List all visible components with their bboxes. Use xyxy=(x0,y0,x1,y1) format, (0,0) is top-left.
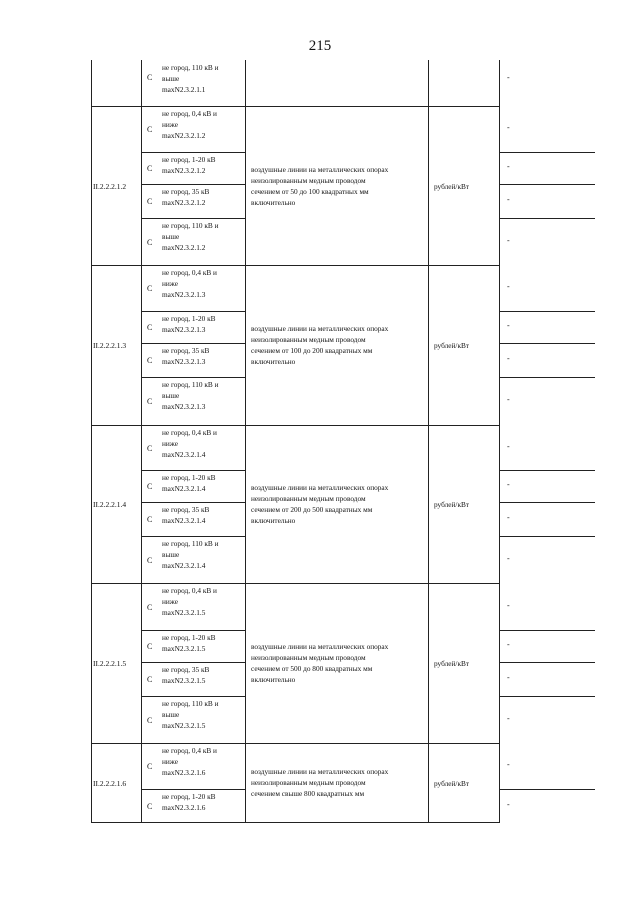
row-value: - xyxy=(507,195,510,204)
group-code: II.2.2.2.1.4 xyxy=(93,500,127,509)
row-divider xyxy=(141,343,245,344)
row-value: - xyxy=(507,395,510,404)
group-unit: рублей/кВт xyxy=(434,341,470,350)
group-divider xyxy=(91,265,500,266)
row-value: - xyxy=(507,354,510,363)
row-divider xyxy=(499,152,595,153)
row-value: - xyxy=(507,235,510,245)
group-unit: рублей/кВт xyxy=(434,181,470,191)
row-divider xyxy=(141,789,245,790)
row-value: - xyxy=(507,162,510,171)
group-code: II.2.2.2.1.2 xyxy=(93,181,127,191)
row-voltage-text: не город, 110 кВ и выше maxN2.3.2.1.4 xyxy=(162,539,219,570)
group-divider xyxy=(91,425,500,426)
row-voltage-text: не город, 35 кВ maxN2.3.2.1.3 xyxy=(162,346,210,366)
group-description: воздушные линии на металлических опорах неизолированным медным проводом сечением свыше 800 квадратных мм xyxy=(251,767,389,798)
group-divider xyxy=(91,822,500,823)
group-description: воздушные линии на металлических опорах неизолированным медным проводом сечением от 200 до 500 квадратных мм включительно xyxy=(251,483,389,525)
column-divider xyxy=(141,60,142,823)
row-value: - xyxy=(507,73,510,82)
row-divider xyxy=(141,184,245,185)
row-c-label: С xyxy=(147,642,153,651)
row-divider xyxy=(141,502,245,503)
row-c-label: С xyxy=(147,323,153,332)
row-value: - xyxy=(507,799,510,809)
row-divider xyxy=(499,630,595,631)
row-c-label: С xyxy=(147,555,153,565)
row-voltage-text: не город, 1-20 кВ maxN2.3.2.1.6 xyxy=(162,792,216,812)
row-divider xyxy=(141,218,245,219)
group-description: воздушные линии на металлических опорах неизолированным медным проводом сечением от 500 до 800 квадратных мм включительно xyxy=(251,642,389,684)
row-value: - xyxy=(507,513,510,522)
row-voltage-text: не город, 1-20 кВ maxN2.3.2.1.4 xyxy=(162,473,216,493)
group-unit: рублей/кВт xyxy=(434,778,470,788)
row-value: - xyxy=(507,282,510,291)
row-divider xyxy=(141,152,245,153)
row-c-label: С xyxy=(147,602,153,612)
row-voltage-text: не город, 110 кВ и выше maxN2.3.2.1.3 xyxy=(162,380,219,411)
row-voltage-text: не город, 110 кВ и выше maxN2.3.2.1.1 xyxy=(162,63,219,94)
row-c-label: С xyxy=(147,515,153,524)
row-c-label: С xyxy=(147,237,153,247)
row-voltage-text: не город, 110 кВ и выше maxN2.3.2.1.5 xyxy=(162,699,219,730)
row-voltage-text: не город, 0,4 кВ и ниже maxN2.3.2.1.5 xyxy=(162,586,217,617)
row-value: - xyxy=(507,600,510,610)
row-divider xyxy=(141,696,245,697)
row-divider xyxy=(499,470,595,471)
row-c-label: С xyxy=(147,197,153,206)
row-c-label: С xyxy=(147,356,153,365)
row-value: - xyxy=(507,760,510,769)
row-c-label: С xyxy=(147,397,153,406)
group-unit: рублей/кВт xyxy=(434,500,470,509)
row-divider xyxy=(499,536,595,537)
row-value: - xyxy=(507,441,510,451)
group-divider xyxy=(91,743,500,744)
table-left-border xyxy=(91,60,92,822)
row-voltage-text: не город, 0,4 кВ и ниже maxN2.3.2.1.3 xyxy=(162,268,217,299)
row-value: - xyxy=(507,480,510,489)
row-c-label: С xyxy=(147,482,153,491)
row-c-label: С xyxy=(147,675,153,684)
row-divider xyxy=(499,311,595,312)
row-value: - xyxy=(507,123,510,132)
row-voltage-text: не город, 35 кВ maxN2.3.2.1.4 xyxy=(162,505,210,525)
group-code: II.2.2.2.1.3 xyxy=(93,341,127,350)
row-divider xyxy=(141,630,245,631)
row-voltage-text: не город, 0,4 кВ и ниже maxN2.3.2.1.2 xyxy=(162,109,217,140)
row-c-label: С xyxy=(147,801,153,811)
row-divider xyxy=(499,662,595,663)
row-value: - xyxy=(507,673,510,682)
row-c-label: С xyxy=(147,715,153,725)
row-voltage-text: не город, 1-20 кВ maxN2.3.2.1.2 xyxy=(162,155,216,175)
row-c-label: С xyxy=(147,443,153,453)
row-c-label: С xyxy=(147,73,153,82)
row-voltage-text: не город, 1-20 кВ maxN2.3.2.1.3 xyxy=(162,314,216,334)
row-voltage-text: не город, 110 кВ и выше maxN2.3.2.1.2 xyxy=(162,221,219,252)
row-value: - xyxy=(507,713,510,723)
group-description: воздушные линии на металлических опорах неизолированным медным проводом сечением от 50 до 100 квадратных мм включительно xyxy=(251,164,389,207)
row-divider xyxy=(499,502,595,503)
row-divider xyxy=(499,184,595,185)
group-code: II.2.2.2.1.6 xyxy=(93,778,127,788)
row-divider xyxy=(499,377,595,378)
row-divider xyxy=(499,789,595,790)
row-c-label: С xyxy=(147,125,153,134)
column-divider xyxy=(428,60,429,823)
row-voltage-text: не город, 0,4 кВ и ниже maxN2.3.2.1.6 xyxy=(162,746,217,777)
column-divider xyxy=(499,60,500,823)
column-divider xyxy=(245,60,246,823)
row-divider xyxy=(141,662,245,663)
row-divider xyxy=(499,218,595,219)
row-value: - xyxy=(507,321,510,330)
row-divider xyxy=(141,377,245,378)
row-divider xyxy=(499,696,595,697)
group-code: II.2.2.2.1.5 xyxy=(93,659,127,668)
row-divider xyxy=(141,470,245,471)
row-divider xyxy=(141,311,245,312)
row-value: - xyxy=(507,553,510,563)
row-voltage-text: не город, 1-20 кВ maxN2.3.2.1.5 xyxy=(162,633,216,653)
row-divider xyxy=(141,536,245,537)
group-unit: рублей/кВт xyxy=(434,659,470,668)
group-divider xyxy=(91,583,500,584)
row-c-label: С xyxy=(147,284,153,293)
page-number: 215 xyxy=(308,38,332,54)
row-voltage-text: не город, 35 кВ maxN2.3.2.1.5 xyxy=(162,665,210,685)
row-voltage-text: не город, 0,4 кВ и ниже maxN2.3.2.1.4 xyxy=(162,428,217,459)
row-value: - xyxy=(507,640,510,649)
row-divider xyxy=(499,343,595,344)
row-voltage-text: не город, 35 кВ maxN2.3.2.1.2 xyxy=(162,187,210,207)
group-divider xyxy=(91,106,499,107)
row-c-label: С xyxy=(147,762,153,771)
group-description: воздушные линии на металлических опорах неизолированным медным проводом сечением от 100 до 200 квадратных мм включительно xyxy=(251,324,389,366)
row-c-label: С xyxy=(147,164,153,173)
